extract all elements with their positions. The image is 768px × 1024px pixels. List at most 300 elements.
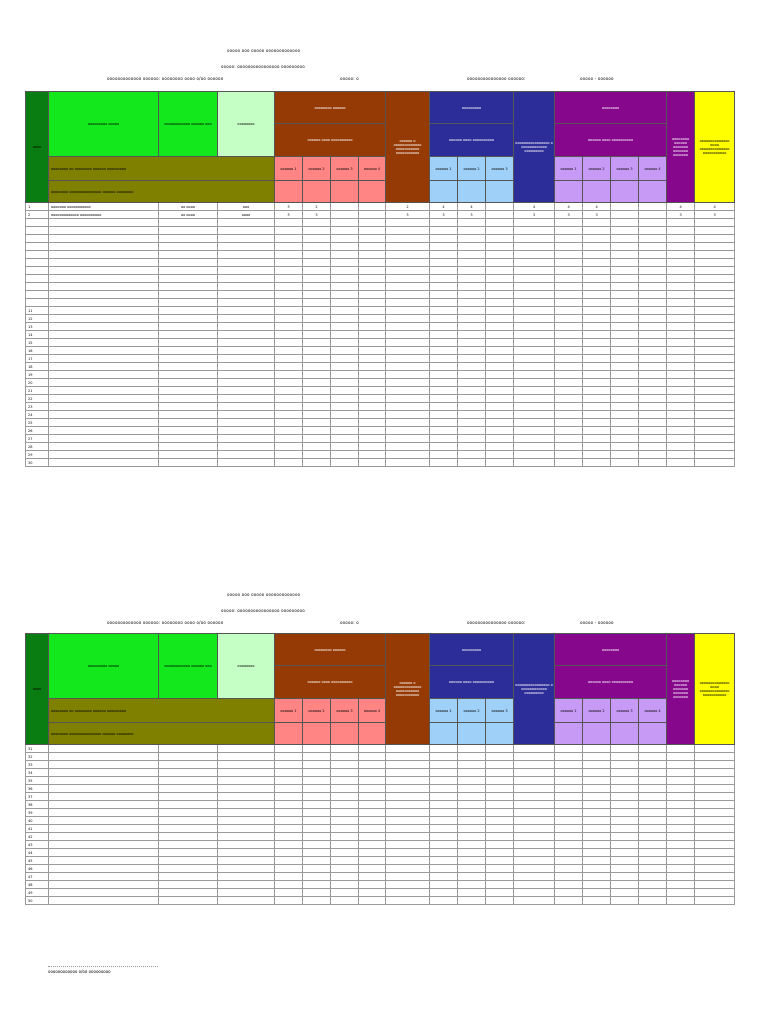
cell-id <box>159 331 218 339</box>
grade-table-1 <box>25 91 735 467</box>
cell-no <box>26 283 49 291</box>
cell-b3 <box>331 347 359 355</box>
cell-b4 <box>359 785 386 793</box>
cell-p4 <box>639 395 667 403</box>
cell-no: 18 <box>26 363 49 371</box>
cell-p4 <box>639 833 667 841</box>
cell-p4 <box>639 379 667 387</box>
cell-u2 <box>458 435 486 443</box>
cell-name <box>49 443 159 451</box>
cell-us <box>514 259 555 267</box>
header-olive-2: oooooooo ooooooooooooooo oooooo oooooooo <box>49 181 275 203</box>
cell-date <box>218 363 275 371</box>
cell-p3 <box>611 275 639 283</box>
cell-u1 <box>430 857 458 865</box>
cell-bs <box>386 865 430 873</box>
cell-b1 <box>275 761 303 769</box>
cell-date <box>218 427 275 435</box>
cell-u2 <box>458 331 486 339</box>
cell-u2 <box>458 451 486 459</box>
cell-p2 <box>583 387 611 395</box>
cell-p4 <box>639 793 667 801</box>
cell-b4 <box>359 283 386 291</box>
cell-u1 <box>430 339 458 347</box>
cell-us <box>514 451 555 459</box>
cell-us <box>514 865 555 873</box>
cell-u3 <box>486 443 514 451</box>
header-brown-col-4: oooooo 4 <box>359 157 386 181</box>
cell-p1 <box>555 411 583 419</box>
cell-p4 <box>639 259 667 267</box>
header-purple-blank-2 <box>583 723 611 745</box>
sheet-block-2 <box>25 592 731 942</box>
header-brown-col-1: oooooo 1 <box>275 699 303 723</box>
cell-b2 <box>303 379 331 387</box>
cell-ps <box>667 753 695 761</box>
cell-u1 <box>430 793 458 801</box>
cell-date <box>218 435 275 443</box>
cell-y <box>695 411 735 419</box>
cell-p4 <box>639 283 667 291</box>
header-blue-col-3: oooooo 3 <box>486 157 514 181</box>
cell-us <box>514 363 555 371</box>
cell-b2 <box>303 323 331 331</box>
cell-u2 <box>458 307 486 315</box>
table-row <box>26 315 735 323</box>
cell-no <box>26 299 49 307</box>
header-id: oooooooooooo oooooo ooo <box>159 634 218 699</box>
cell-y <box>695 323 735 331</box>
cell-u1 <box>430 761 458 769</box>
cell-p1 <box>555 419 583 427</box>
cell-u2: 3 <box>458 211 486 219</box>
cell-p1 <box>555 331 583 339</box>
cell-u1 <box>430 275 458 283</box>
header-purple-blank-1 <box>555 181 583 203</box>
header-blue-side: oooooooooooooooo o oooooooooooo ooooooooo <box>514 92 555 203</box>
cell-date <box>218 347 275 355</box>
table-row <box>26 395 735 403</box>
cell-no <box>26 227 49 235</box>
cell-u3 <box>486 275 514 283</box>
cell-u3 <box>486 833 514 841</box>
cell-b1 <box>275 451 303 459</box>
cell-bs <box>386 849 430 857</box>
cell-u1 <box>430 427 458 435</box>
cell-u2 <box>458 347 486 355</box>
header-purple-col-3: oooooo 3 <box>611 157 639 181</box>
header-purple-col-4: oooooo 4 <box>639 157 667 181</box>
cell-y <box>695 451 735 459</box>
cell-bs <box>386 761 430 769</box>
cell-p3 <box>611 801 639 809</box>
cell-b1 <box>275 411 303 419</box>
cell-no <box>26 291 49 299</box>
cell-u1 <box>430 235 458 243</box>
cell-y <box>695 753 735 761</box>
cell-b3 <box>331 881 359 889</box>
cell-ps <box>667 785 695 793</box>
cell-p3 <box>611 443 639 451</box>
cell-p2 <box>583 889 611 897</box>
cell-date <box>218 395 275 403</box>
cell-p4 <box>639 459 667 467</box>
cell-bs <box>386 881 430 889</box>
cell-u3 <box>486 841 514 849</box>
cell-b1 <box>275 873 303 881</box>
cell-u3 <box>486 435 514 443</box>
cell-date <box>218 227 275 235</box>
cell-b1 <box>275 777 303 785</box>
cell-b3 <box>331 387 359 395</box>
cell-b4 <box>359 403 386 411</box>
cell-no: 46 <box>26 865 49 873</box>
cell-date <box>218 299 275 307</box>
cell-id <box>159 801 218 809</box>
cell-u3 <box>486 283 514 291</box>
cell-p1 <box>555 395 583 403</box>
cell-us <box>514 235 555 243</box>
cell-b3 <box>331 339 359 347</box>
cell-us <box>514 291 555 299</box>
cell-b1 <box>275 339 303 347</box>
header-brown-col-4: oooooo 4 <box>359 699 386 723</box>
cell-name <box>49 849 159 857</box>
cell-us <box>514 299 555 307</box>
header-brown-col-2: oooooo 2 <box>303 157 331 181</box>
cell-u2 <box>458 419 486 427</box>
cell-p3 <box>611 889 639 897</box>
cell-p3 <box>611 785 639 793</box>
cell-bs <box>386 403 430 411</box>
cell-b3 <box>331 427 359 435</box>
cell-no: 20 <box>26 379 49 387</box>
cell-ps <box>667 777 695 785</box>
cell-b4 <box>359 339 386 347</box>
cell-u1 <box>430 825 458 833</box>
cell-u3 <box>486 865 514 873</box>
cell-b3 <box>331 761 359 769</box>
cell-p3 <box>611 809 639 817</box>
cell-us <box>514 753 555 761</box>
header-brown-blank-4 <box>359 181 386 203</box>
cell-id <box>159 267 218 275</box>
cell-bs <box>386 777 430 785</box>
cell-date <box>218 411 275 419</box>
cell-p1 <box>555 825 583 833</box>
cell-b1 <box>275 379 303 387</box>
cell-ps <box>667 307 695 315</box>
cell-us <box>514 857 555 865</box>
cell-name <box>49 769 159 777</box>
cell-y <box>695 785 735 793</box>
sheet-title: ooooo ooo ooooo ooooooooooooo <box>227 48 301 53</box>
cell-name <box>49 379 159 387</box>
cell-u2 <box>458 235 486 243</box>
cell-bs <box>386 283 430 291</box>
cell-u2 <box>458 761 486 769</box>
cell-b4 <box>359 259 386 267</box>
cell-b3 <box>331 331 359 339</box>
cell-p4 <box>639 769 667 777</box>
cell-y <box>695 865 735 873</box>
cell-b4 <box>359 371 386 379</box>
cell-b2 <box>303 427 331 435</box>
cell-b3 <box>331 227 359 235</box>
cell-u3 <box>486 227 514 235</box>
cell-b4 <box>359 443 386 451</box>
cell-date <box>218 291 275 299</box>
cell-ps <box>667 267 695 275</box>
table-row <box>26 339 735 347</box>
cell-p3 <box>611 243 639 251</box>
cell-b1 <box>275 275 303 283</box>
cell-b3 <box>331 785 359 793</box>
cell-name <box>49 761 159 769</box>
cell-ps <box>667 817 695 825</box>
header-brown-blank-3 <box>331 723 359 745</box>
table-row <box>26 363 735 371</box>
cell-u1 <box>430 753 458 761</box>
cell-u1 <box>430 435 458 443</box>
cell-p1 <box>555 753 583 761</box>
cell-p4 <box>639 251 667 259</box>
cell-bs <box>386 419 430 427</box>
cell-bs <box>386 275 430 283</box>
cell-p4 <box>639 299 667 307</box>
cell-id <box>159 761 218 769</box>
header-brown-blank-2 <box>303 181 331 203</box>
table-row <box>26 355 735 363</box>
cell-bs <box>386 331 430 339</box>
cell-date <box>218 235 275 243</box>
cell-y <box>695 817 735 825</box>
cell-id <box>159 817 218 825</box>
cell-y <box>695 339 735 347</box>
cell-id <box>159 785 218 793</box>
cell-us <box>514 379 555 387</box>
cell-b4 <box>359 275 386 283</box>
cell-us <box>514 435 555 443</box>
cell-id <box>159 841 218 849</box>
cell-u3 <box>486 777 514 785</box>
cell-p2 <box>583 873 611 881</box>
cell-u1 <box>430 387 458 395</box>
cell-u3 <box>486 857 514 865</box>
cell-p3 <box>611 203 639 211</box>
cell-u2 <box>458 219 486 227</box>
cell-p2: 4 <box>583 203 611 211</box>
cell-p1 <box>555 371 583 379</box>
cell-id <box>159 849 218 857</box>
cell-y: 4 <box>695 203 735 211</box>
cell-date <box>218 793 275 801</box>
cell-p2 <box>583 395 611 403</box>
cell-p1 <box>555 323 583 331</box>
footer-label: oooooooooooo o/oo ooooooooo <box>48 969 111 974</box>
cell-p3 <box>611 857 639 865</box>
cell-bs <box>386 387 430 395</box>
cell-b1 <box>275 243 303 251</box>
cell-name <box>49 243 159 251</box>
cell-p1 <box>555 283 583 291</box>
cell-u1 <box>430 371 458 379</box>
cell-y <box>695 251 735 259</box>
sheet-info-right-value: ooooo - oooooo <box>580 620 614 625</box>
cell-no <box>26 251 49 259</box>
cell-y <box>695 825 735 833</box>
cell-b4 <box>359 889 386 897</box>
cell-p1 <box>555 881 583 889</box>
cell-u1 <box>430 307 458 315</box>
header-purple-col-4: oooooo 4 <box>639 699 667 723</box>
cell-no: 34 <box>26 769 49 777</box>
cell-p2 <box>583 283 611 291</box>
cell-b1 <box>275 825 303 833</box>
cell-u2 <box>458 363 486 371</box>
cell-p3 <box>611 403 639 411</box>
cell-u2 <box>458 889 486 897</box>
cell-no: 39 <box>26 809 49 817</box>
table-row <box>26 777 735 785</box>
cell-u2 <box>458 411 486 419</box>
cell-b3 <box>331 809 359 817</box>
cell-p2 <box>583 897 611 905</box>
header-purple-blank-4 <box>639 723 667 745</box>
cell-u3 <box>486 769 514 777</box>
cell-b3 <box>331 769 359 777</box>
cell-name <box>49 403 159 411</box>
cell-b2 <box>303 793 331 801</box>
cell-date <box>218 857 275 865</box>
cell-p3 <box>611 825 639 833</box>
cell-date <box>218 443 275 451</box>
cell-p1 <box>555 459 583 467</box>
table-row <box>26 865 735 873</box>
cell-p2 <box>583 323 611 331</box>
header-brown-sub: oooooo oooo oooooooooo <box>275 666 386 699</box>
cell-u3 <box>486 355 514 363</box>
cell-b2 <box>303 451 331 459</box>
cell-b1 <box>275 841 303 849</box>
cell-b3 <box>331 371 359 379</box>
cell-us <box>514 873 555 881</box>
cell-name <box>49 865 159 873</box>
table-row <box>26 745 735 753</box>
cell-u1 <box>430 419 458 427</box>
cell-ps <box>667 363 695 371</box>
cell-u3 <box>486 785 514 793</box>
header-brown-blank-3 <box>331 181 359 203</box>
cell-id <box>159 283 218 291</box>
cell-y <box>695 777 735 785</box>
cell-b2 <box>303 833 331 841</box>
cell-date <box>218 817 275 825</box>
cell-us <box>514 395 555 403</box>
cell-b1 <box>275 235 303 243</box>
cell-y <box>695 809 735 817</box>
cell-b1 <box>275 347 303 355</box>
cell-b4 <box>359 801 386 809</box>
cell-b1 <box>275 857 303 865</box>
cell-bs <box>386 323 430 331</box>
cell-p2 <box>583 777 611 785</box>
cell-bs <box>386 897 430 905</box>
header-name: ooooooooo ooooo <box>49 634 159 699</box>
cell-no: 27 <box>26 435 49 443</box>
cell-u2 <box>458 243 486 251</box>
cell-b3 <box>331 777 359 785</box>
cell-b3 <box>331 897 359 905</box>
header-date: oooooooo <box>218 634 275 699</box>
cell-y <box>695 745 735 753</box>
header-blue-sub: oooooo oooo oooooooooo <box>430 666 514 699</box>
cell-p4 <box>639 403 667 411</box>
cell-u1 <box>430 403 458 411</box>
cell-bs <box>386 299 430 307</box>
cell-b4 <box>359 865 386 873</box>
cell-b1 <box>275 435 303 443</box>
cell-p2 <box>583 347 611 355</box>
cell-us <box>514 889 555 897</box>
cell-b3 <box>331 251 359 259</box>
cell-b4 <box>359 753 386 761</box>
cell-us <box>514 347 555 355</box>
cell-name <box>49 785 159 793</box>
cell-us <box>514 411 555 419</box>
cell-b2 <box>303 259 331 267</box>
cell-p4 <box>639 785 667 793</box>
header-brown-col-2: oooooo 2 <box>303 699 331 723</box>
cell-p4 <box>639 761 667 769</box>
cell-b2 <box>303 769 331 777</box>
cell-b2 <box>303 817 331 825</box>
cell-id <box>159 291 218 299</box>
cell-b2 <box>303 873 331 881</box>
cell-y <box>695 769 735 777</box>
cell-b1 <box>275 251 303 259</box>
cell-y <box>695 331 735 339</box>
sheet-subtitle: ooooo: oooooooooooooooo ooooooooo <box>221 64 305 69</box>
cell-p2 <box>583 403 611 411</box>
cell-u1 <box>430 227 458 235</box>
cell-b2: 3 <box>303 211 331 219</box>
cell-date <box>218 809 275 817</box>
cell-name <box>49 451 159 459</box>
cell-no: 49 <box>26 889 49 897</box>
cell-p2 <box>583 267 611 275</box>
cell-b2 <box>303 347 331 355</box>
cell-y <box>695 873 735 881</box>
cell-p2 <box>583 793 611 801</box>
cell-p4 <box>639 347 667 355</box>
cell-u2 <box>458 291 486 299</box>
cell-bs <box>386 825 430 833</box>
cell-id <box>159 897 218 905</box>
cell-name <box>49 363 159 371</box>
cell-u3 <box>486 387 514 395</box>
cell-bs <box>386 267 430 275</box>
cell-name <box>49 387 159 395</box>
sheet-subtitle: ooooo: oooooooooooooooo ooooooooo <box>221 608 305 613</box>
cell-id <box>159 371 218 379</box>
cell-b2 <box>303 801 331 809</box>
cell-name <box>49 275 159 283</box>
cell-no: 24 <box>26 411 49 419</box>
cell-u2 <box>458 873 486 881</box>
header-no: oooo <box>26 634 49 745</box>
table-row <box>26 833 735 841</box>
